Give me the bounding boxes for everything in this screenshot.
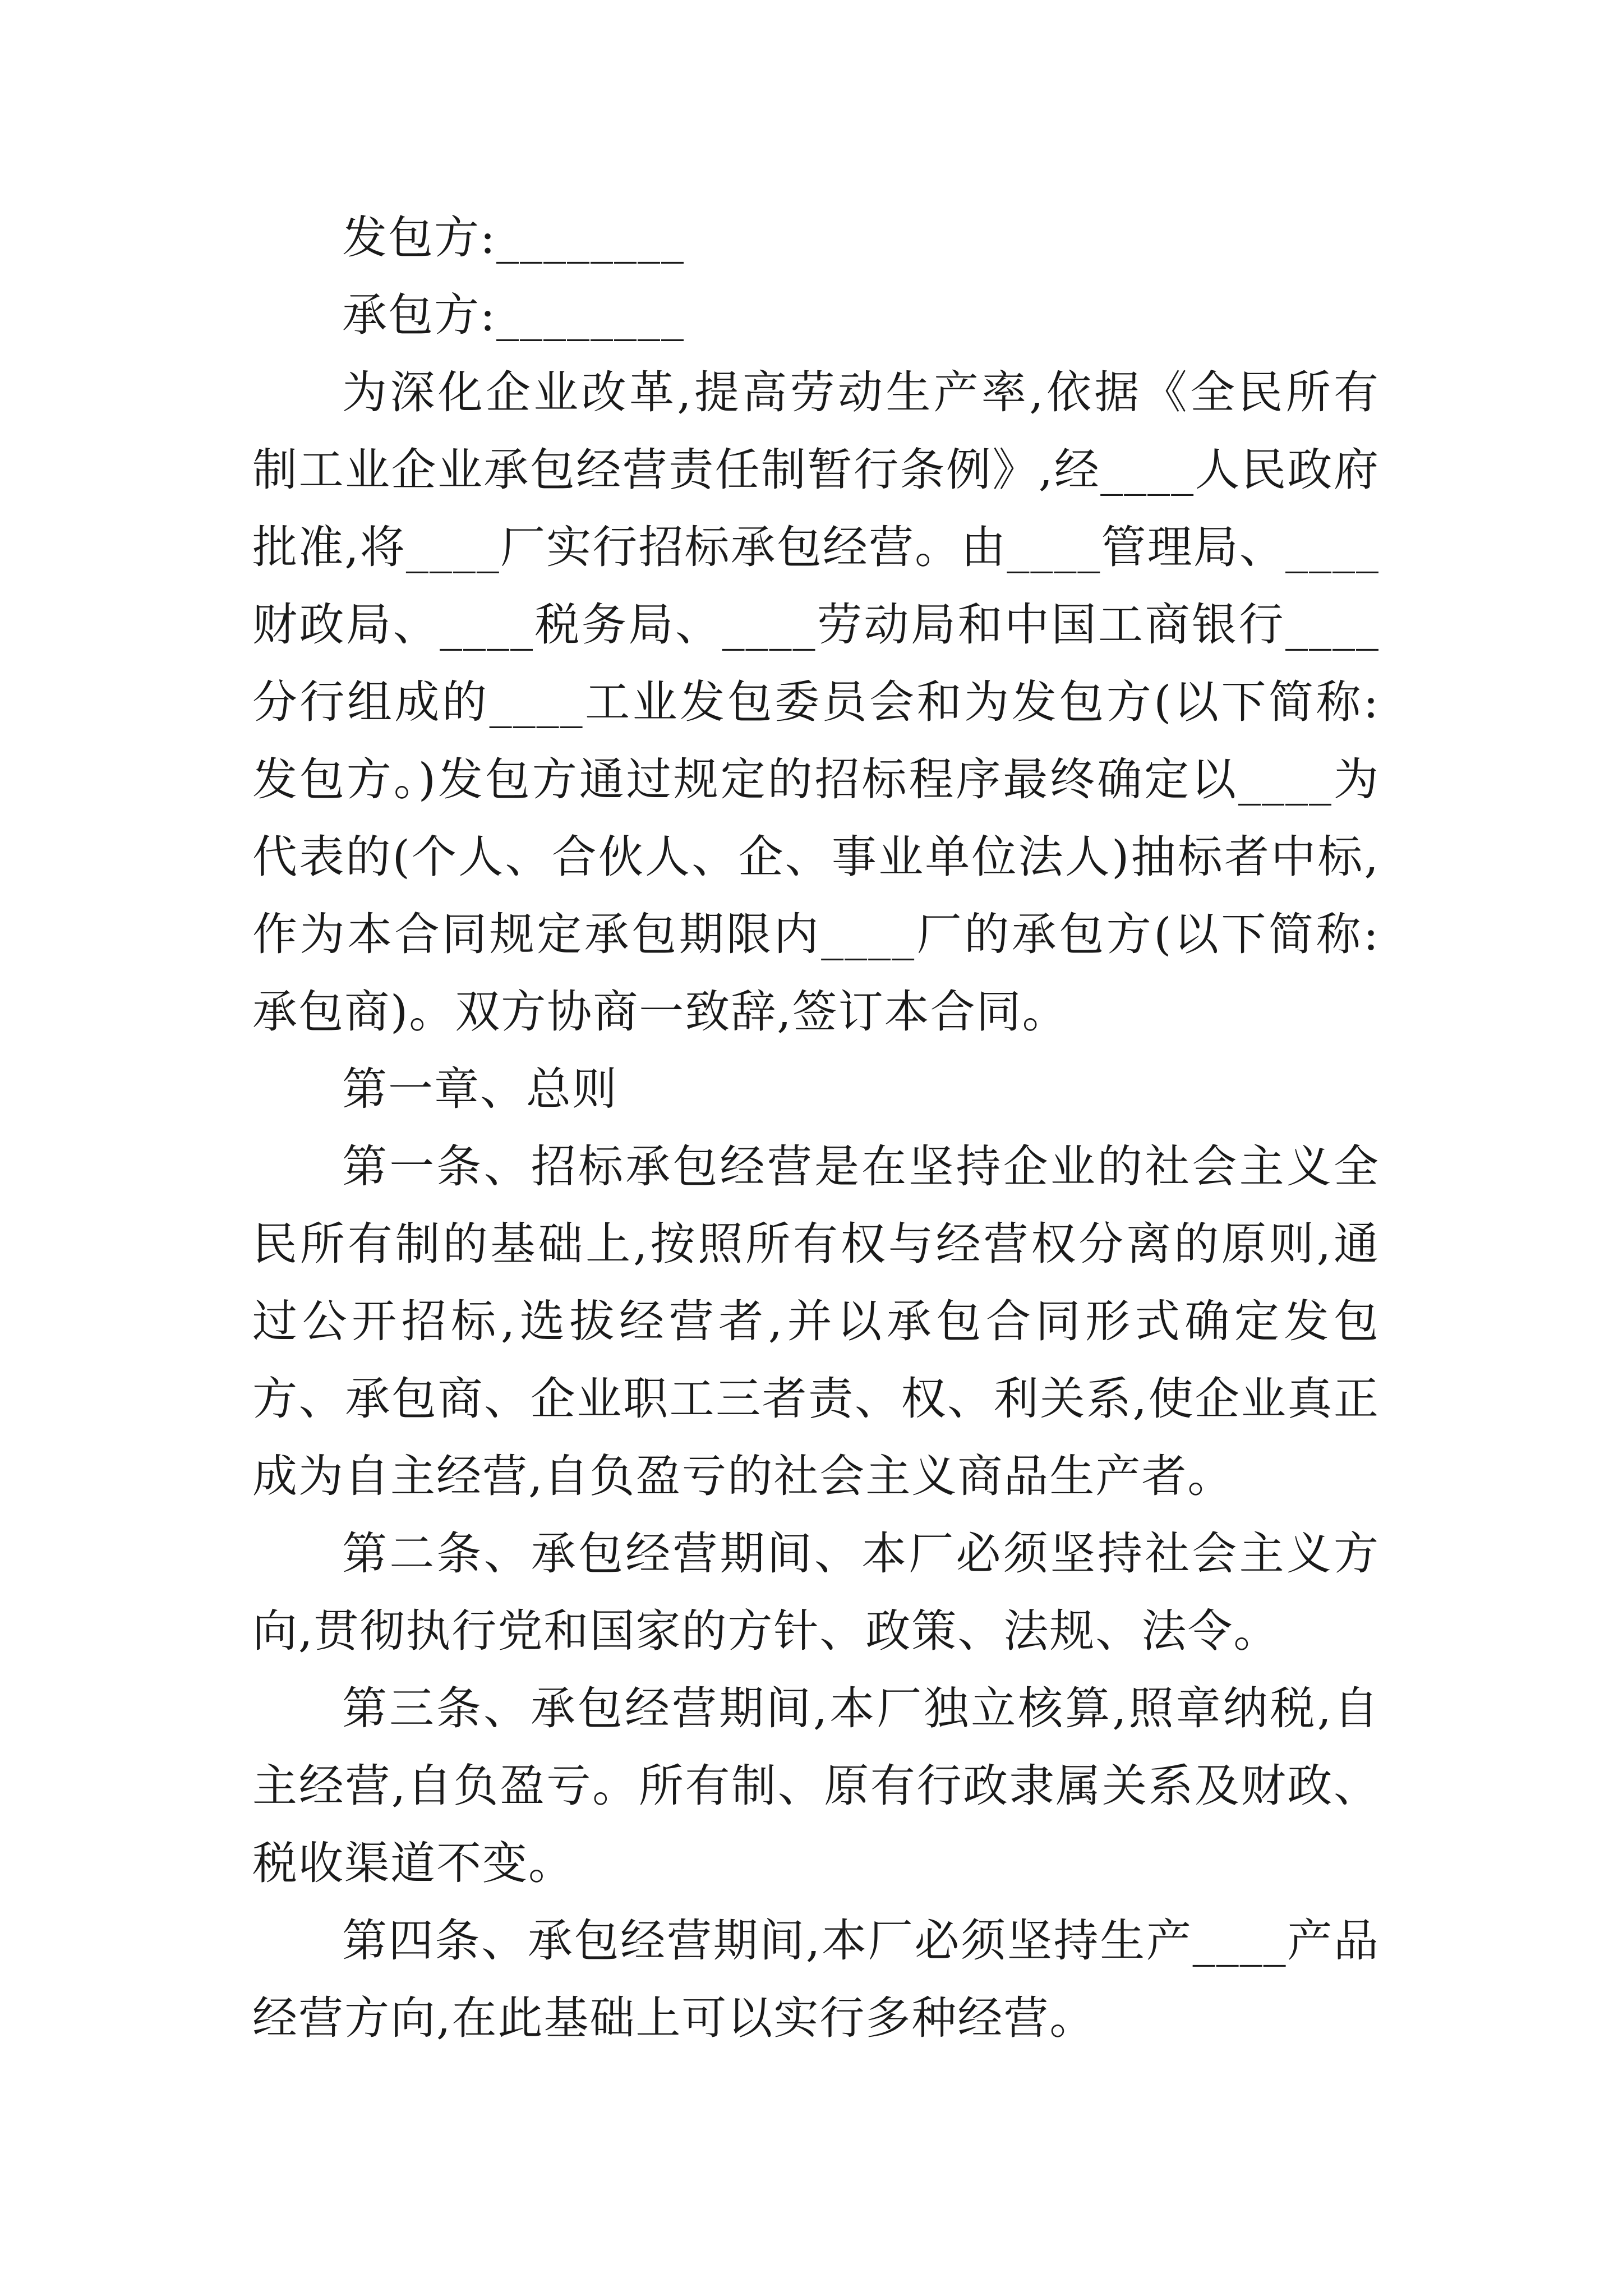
contractor-party-line: 承包方:________: [342, 289, 685, 341]
document-page: [252, 199, 1380, 2057]
employer-party-line: 发包方:________: [342, 211, 685, 264]
article-4: 第四条、承包经营期间,本厂必须坚持生产____产品经营方向,在此基础上可以实行多种经营。: [252, 1915, 1380, 2044]
article-2: 第二条、承包经营期间、本厂必须坚持社会主义方向,贯彻执行党和国家的方针、政策、法规、法令。: [252, 1527, 1380, 1657]
chapter-heading: 第一章、总则: [342, 1063, 618, 1115]
article-1: 第一条、招标承包经营是在坚持企业的社会主义全民所有制的基础上,按照所有权与经营权分离的原则,通过公开招标,选拔经营者,并以承包合同形式确定发包方、承包商、企业职工三者责、权、利关系,使企业真正成为自主经营,自负盈亏的社会主义商品生产者。: [252, 1140, 1380, 1502]
article-3: 第三条、承包经营期间,本厂独立核算,照章纳税,自主经营,自负盈亏。所有制、原有行政隶属关系及财政、税收渠道不变。: [252, 1682, 1380, 1889]
preamble-paragraph: 为深化企业改革,提高劳动生产率,依据《全民所有制工业企业承包经营责任制暂行条例》,经____人民政府批准,将____厂实行招标承包经营。由____管理局、____财政局、____税务局、____劳动局和中国工商银行____分行组成的____工业发包委员会和为发包方(以下简称:发包方。)发包方通过规定的招标程序最终确定以____为代表的(个人、合伙人、企、事业单位法人)抽标者中标,作为本合同规定承包期限内____厂的承包方(以下简称:承包商)。双方协商一致辞,签订本合同。: [252, 366, 1380, 1038]
